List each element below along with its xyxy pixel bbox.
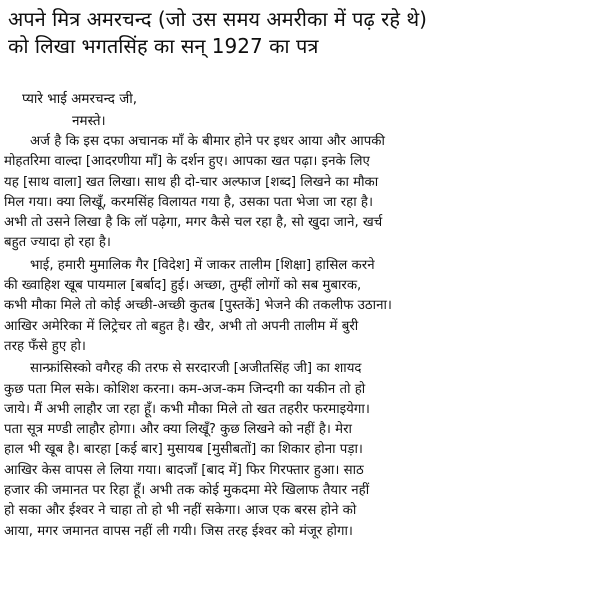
- title-line-1: अपने मित्र अमरचन्द (जो उस समय अमरीका में पढ़ रहे थे): [8, 7, 427, 31]
- text-line: भाई, हमारी मुमालिक गैर [विदेश] में जाकर तालीम [शिक्षा] हासिल करने: [30, 257, 375, 273]
- text-line: कुछ पता मिल सके। कोशिश करना। कम-अज-कम जिन्दगी का यकीन तो हो: [4, 381, 366, 397]
- text-line: अर्ज है कि इस दफा अचानक माँ के बीमार होने पर इधर आया और आपकी: [30, 134, 385, 149]
- text-line: आखिर अमेरिका में लिट्रेचर तो बहुत है। खैर, अभी तो अपनी तालीम में बुरी: [4, 318, 359, 334]
- text-line: मिल गया। क्या लिखूँ, करमसिंह विलायत गया है, उसका पता भेजा जा रहा है।: [4, 194, 374, 210]
- text-line: तरह फँसे हुए हो।: [4, 338, 86, 354]
- text-line: अभी तो उसने लिखा है कि लॉ पढ़ेगा, मगर कैसे चल रहा है, सो खुदा जाने, खर्च: [4, 215, 383, 231]
- paragraph-3: [4, 359, 588, 542]
- letter-body: [4, 132, 588, 544]
- text-line: मोहतरिमा वाल्दा [आदरणीया माँ] के दर्शन हुए। आपका खत पढ़ा। इनके लिए: [4, 154, 370, 170]
- text-line: आखिर केस वापस ले लिया गया। बादजाँ [बाद में] फिर गिरफ्तार हुआ। साठ: [4, 462, 364, 478]
- text-line: कभी मौका मिले तो कोई अच्छी-अच्छी कुतब [पुस्तकें] भेजने की तकलीफ उठाना।: [4, 298, 392, 314]
- text-line: की ख्वाहिश खूब पायमाल [बर्बाद] हुई। अच्छा, तुम्हीं लोगों को सब मुबारक,: [4, 278, 362, 294]
- text-line: यह [साथ वाला] खत लिखा। साथ ही दो-चार अल्फाज [शब्द] लिखने का मौका: [4, 174, 379, 190]
- text-line: हो सका और ईश्वर ने चाहा तो हो भी नहीं सकेगा। आज एक बरस होने को: [4, 503, 357, 519]
- text-line: हाल भी खूब है। बारहा [कई बार] मुसायब [मुसीबतों] का शिकार होना पड़ा।: [4, 442, 363, 458]
- text-line: हजार की जमानत पर रिहा हूँ। अभी तक कोई मुकदमा मेरे खिलाफ तैयार नहीं: [4, 483, 370, 499]
- letter-salutation: प्यारे भाई अमरचन्द जी,: [22, 91, 138, 107]
- page-title: [8, 6, 592, 60]
- text-line: पता सूत्र मण्डी लाहौर होगा। और क्या लिखूँ? कुछ लिखने को नहीं है। मेरा: [4, 422, 352, 438]
- text-line: आया, मगर जमानत वापस नहीं ली गयी। जिस तरह ईश्वर को मंजूर होगा।: [4, 523, 353, 539]
- paragraph-2: [4, 256, 588, 357]
- text-line: बहुत ज्यादा हो रहा है।: [4, 235, 111, 251]
- title-line-2: को लिखा भगतसिंह का सन् 1927 का पत्र: [8, 34, 319, 58]
- letter-greeting: नमस्ते।: [72, 113, 106, 129]
- text-line: जाये। मैं अभी लाहौर जा रहा हूँ। कभी मौका मिले तो खत तहरीर फरमाइयेगा।: [4, 401, 370, 417]
- paragraph-1: [4, 132, 588, 254]
- text-line: सान्फ्रांसिस्को वगैरह की तरफ से सरदारजी [अजीतसिंह जी] का शायद: [30, 361, 362, 377]
